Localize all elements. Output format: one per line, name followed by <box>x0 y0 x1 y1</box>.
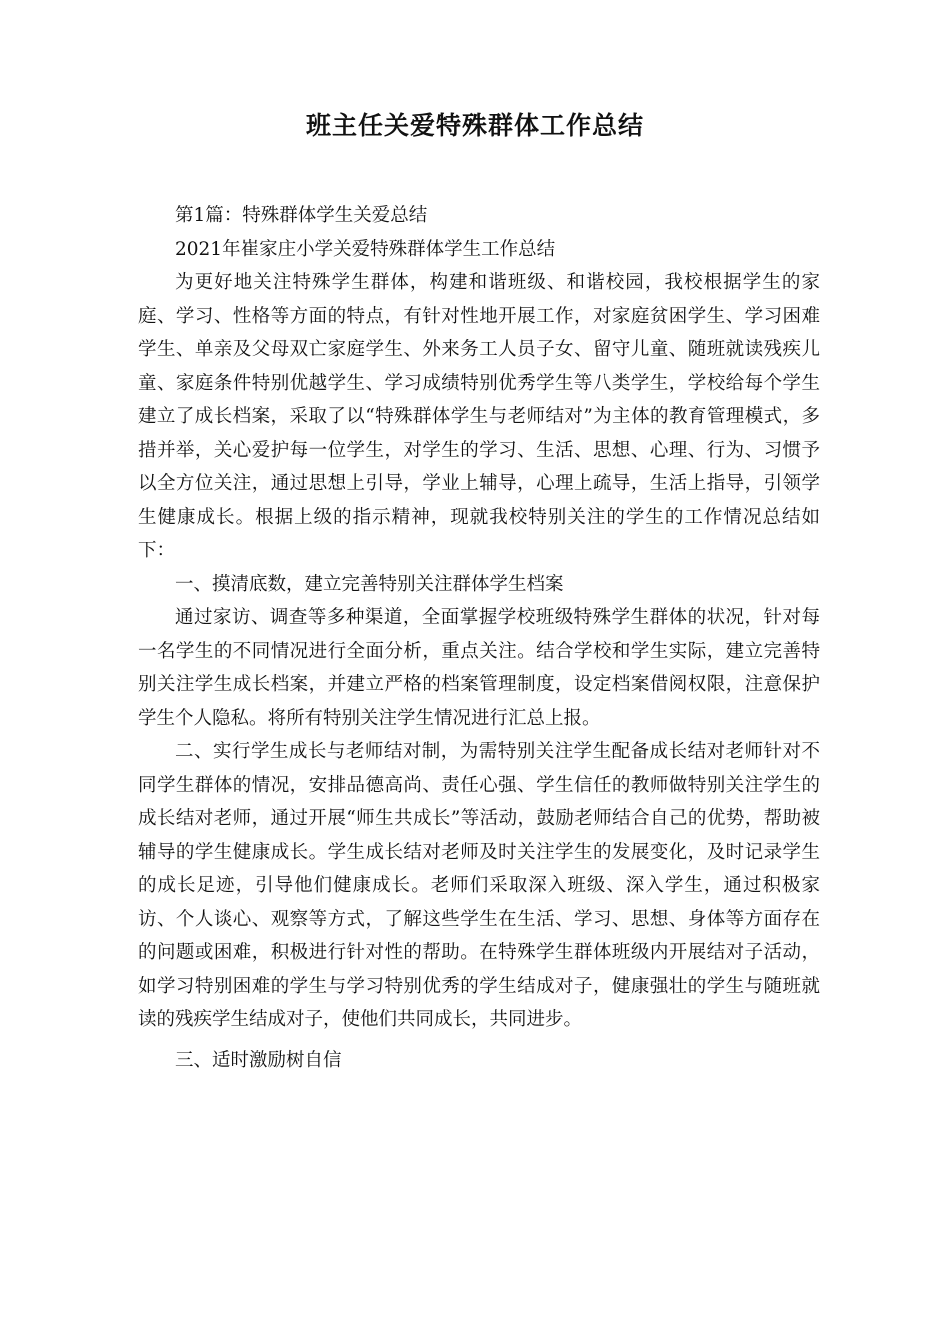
document-body <box>138 199 820 1077</box>
chapter-heading: 第1篇：特殊群体学生关爱总结 <box>175 205 428 226</box>
paragraph-intro: 为更好地关注特殊学生群体，构建和谐班级、和谐校园，我校根据学生的家庭、学习、性格等方面的特点，有针对性地开展工作，对家庭贫困学生、学习困难学生、单亲及父母双亡家庭学生、外来务工人员子女、留守儿童、随班就读残疾儿童、家庭条件特别优越学生、学习成绩特别优秀学生等八类学生，学校给每个学生建立了成长档案，采取了以“特殊群体学生与老师结对”为主体的教育管理模式，多措并举，关心爱护每一位学生，对学生的学习、生活、思想、心理、行为、习惯予以全方位关注，通过思想上引导，学业上辅导，心理上疏导，生活上指导，引领学生健康成长。根据上级的指示精神，现就我校特别关注的学生的工作情况总结如下： <box>138 272 820 561</box>
document-title: 班主任关爱特殊群体工作总结 <box>305 111 644 140</box>
paragraph-section-1: 通过家访、调查等多种渠道，全面掌握学校班级特殊学生群体的状况，针对每一名学生的不同情况进行全面分析，重点关注。结合学校和学生实际，建立完善特别关注学生成长档案，并建立严格的档案管理制度，设定档案借阅权限，注意保护学生个人隐私。将所有特别关注学生情况进行汇总上报。 <box>138 607 820 729</box>
section-heading-1: 一、摸清底数，建立完善特别关注群体学生档案 <box>175 573 564 595</box>
report-subtitle: 2021年崔家庄小学关爱特殊群体学生工作总结 <box>175 238 556 260</box>
section-heading-3: 三、适时激励树自信 <box>175 1049 342 1071</box>
paragraph-section-2: 二、实行学生成长与老师结对制，为需特别关注学生配备成长结对老师针对不同学生群体的情况，安排品德高尚、责任心强、学生信任的教师做特别关注学生的成长结对老师，通过开展“师生共成长”等活动，鼓励老师结合自己的优势，帮助被辅导的学生健康成长。学生成长结对老师及时关注学生的发展变化，及时记录学生的成长足迹，引导他们健康成长。老师们采取深入班级、深入学生，通过积极家访、个人谈心、观察等方式，了解这些学生在生活、学习、思想、身体等方面存在的问题或困难，积极进行针对性的帮助。在特殊学生群体班级内开展结对子活动，如学习特别困难的学生与学习特别优秀的学生结成对子，健康强壮的学生与随班就读的残疾学生结成对子，使他们共同成长，共同进步。 <box>138 741 820 1030</box>
